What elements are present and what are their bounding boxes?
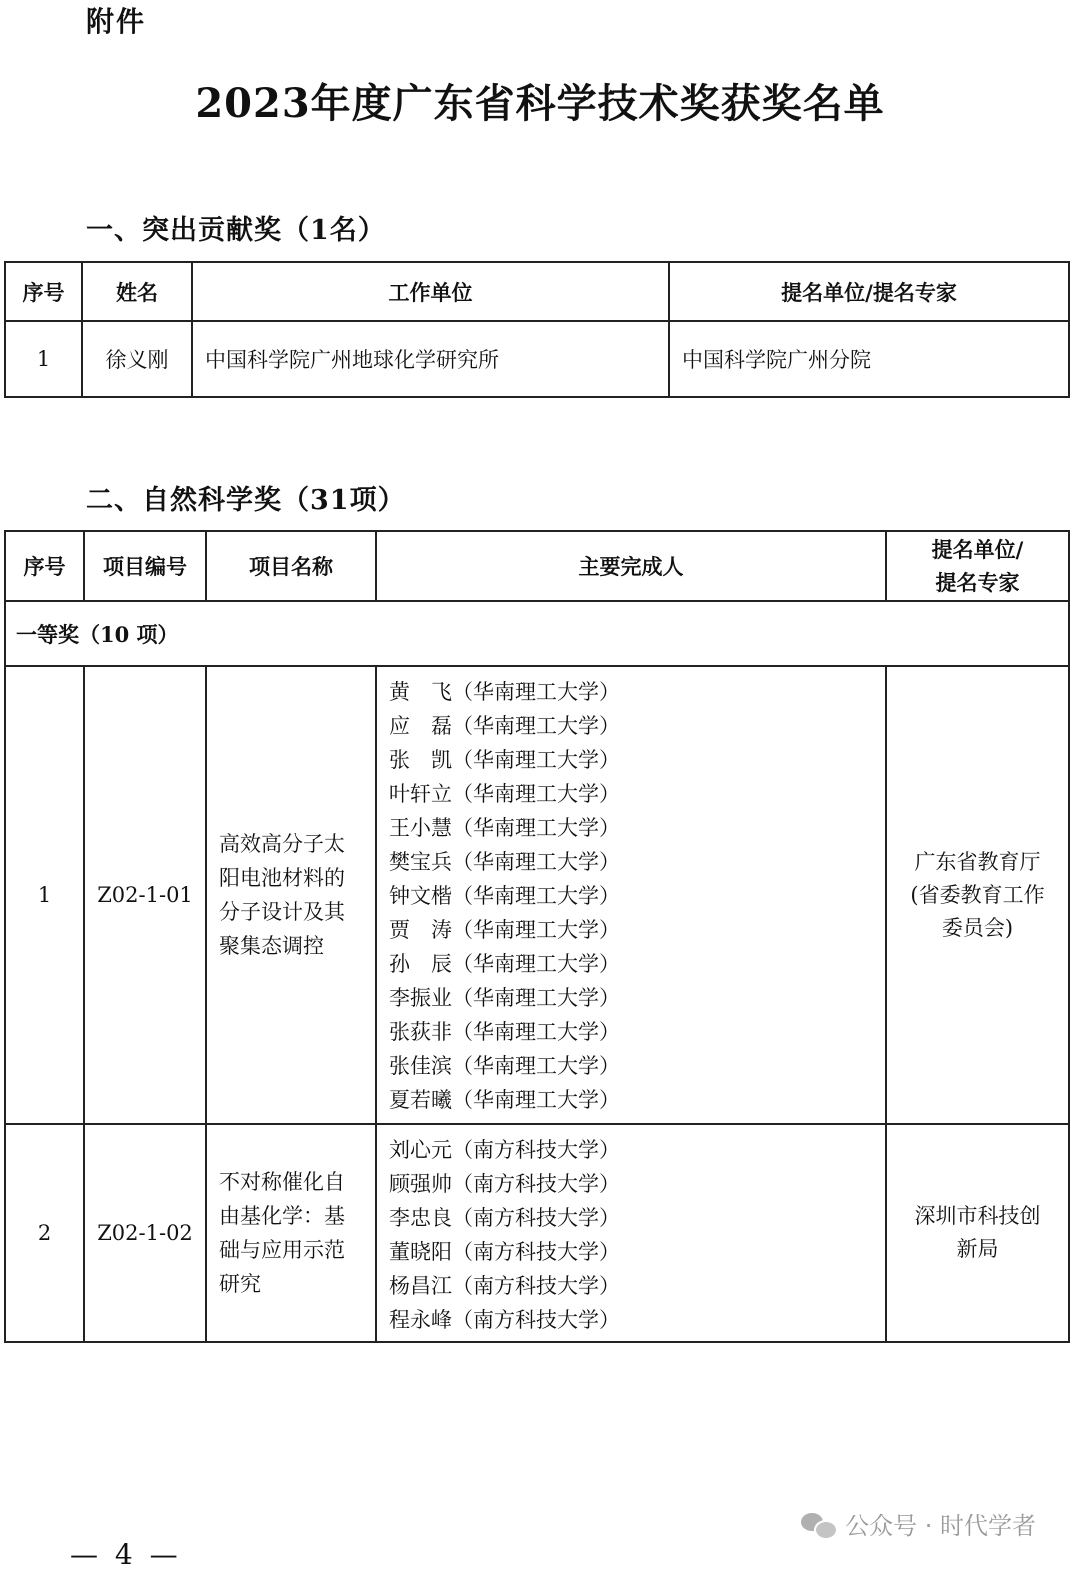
col-header-unit: 工作单位	[192, 262, 669, 321]
project-line: 聚集态调控	[219, 934, 324, 958]
cell-code: Z02-1-01	[84, 666, 206, 1124]
attachment-label: 附件	[86, 5, 147, 38]
col-header-name: 姓名	[82, 262, 192, 321]
nominator-line: 委员会)	[941, 915, 1014, 940]
person: 应 磊（华南理工大学）	[389, 714, 620, 738]
col-header-nominator	[886, 531, 1069, 601]
person: 黄 飞（华南理工大学）	[389, 680, 620, 704]
project-line: 不对称催化自	[219, 1170, 345, 1194]
project-line: 分子设计及其	[219, 900, 345, 924]
person: 叶轩立（华南理工大学）	[389, 782, 620, 806]
person: 贾 涛（华南理工大学）	[389, 918, 620, 942]
cell-nominator	[886, 1124, 1069, 1342]
section1-heading: 一、突出贡献奖（1名）	[86, 215, 386, 246]
person: 张佳滨（华南理工大学）	[389, 1054, 620, 1078]
person: 张荻非（华南理工大学）	[389, 1020, 620, 1044]
watermark-text: 公众号 · 时代学者	[845, 1512, 1036, 1540]
project-line: 阳电池材料的	[219, 866, 345, 890]
cell-code: Z02-1-02	[84, 1124, 206, 1342]
project-line: 础与应用示范	[219, 1238, 345, 1262]
cell-unit: 中国科学院广州地球化学研究所	[192, 321, 669, 397]
col-header-nominator-line2: 提名专家	[935, 570, 1020, 595]
cell-no: 1	[5, 321, 82, 397]
col-header-nominator: 提名单位/提名专家	[669, 262, 1069, 321]
person: 王小慧（华南理工大学）	[389, 816, 620, 840]
table-row	[5, 1124, 1069, 1342]
nominator-line: 广东省教育厅	[914, 849, 1041, 874]
nominator-line: (省委教育工作	[910, 882, 1045, 907]
col-header-no: 序号	[5, 531, 84, 601]
cell-name: 徐义刚	[82, 321, 192, 397]
watermark	[801, 1506, 1036, 1541]
col-header-project: 项目名称	[206, 531, 376, 601]
person: 杨昌江（南方科技大学）	[389, 1274, 620, 1298]
cell-project	[206, 666, 376, 1124]
wechat-icon	[801, 1511, 835, 1537]
col-header-code: 项目编号	[84, 531, 206, 601]
person: 董晓阳（南方科技大学）	[389, 1240, 620, 1264]
person: 张 凯（华南理工大学）	[389, 748, 620, 772]
person: 顾强帅（南方科技大学）	[389, 1172, 620, 1196]
table-row	[5, 666, 1069, 1124]
cell-nominator: 中国科学院广州分院	[669, 321, 1069, 397]
person: 钟文楷（华南理工大学）	[389, 884, 620, 908]
person: 孙 辰（华南理工大学）	[389, 952, 620, 976]
nominator-line: 新局	[956, 1237, 999, 1261]
grade-heading: 一等奖（10 项）	[5, 601, 1069, 666]
cell-project	[206, 1124, 376, 1342]
cell-no: 1	[5, 666, 84, 1124]
project-line: 研究	[219, 1272, 261, 1296]
nominator-line: 深圳市科技创	[914, 1204, 1041, 1228]
person: 夏若曦（华南理工大学）	[389, 1088, 620, 1112]
person: 李振业（华南理工大学）	[389, 986, 620, 1010]
section2-heading: 二、自然科学奖（31项）	[86, 485, 406, 516]
cell-nominator	[886, 666, 1069, 1124]
section2-table	[4, 530, 1070, 1343]
document-title: 2023年度广东省科学技术奖获奖名单	[195, 80, 885, 127]
page-number: — 4 —	[70, 1538, 182, 1571]
col-header-nominator-line1: 提名单位/	[931, 537, 1024, 562]
project-line: 由基化学：基	[219, 1204, 345, 1228]
person: 程永峰（南方科技大学）	[389, 1308, 620, 1332]
section1-table	[4, 261, 1070, 398]
person: 刘心元（南方科技大学）	[389, 1138, 620, 1162]
project-line: 高效高分子太	[219, 832, 345, 856]
cell-no: 2	[5, 1124, 84, 1342]
table-row	[5, 321, 1069, 397]
person: 樊宝兵（华南理工大学）	[389, 850, 620, 874]
col-header-no: 序号	[5, 262, 82, 321]
col-header-people: 主要完成人	[376, 531, 886, 601]
person: 李忠良（南方科技大学）	[389, 1206, 620, 1230]
cell-people	[376, 1124, 886, 1342]
cell-people	[376, 666, 886, 1124]
